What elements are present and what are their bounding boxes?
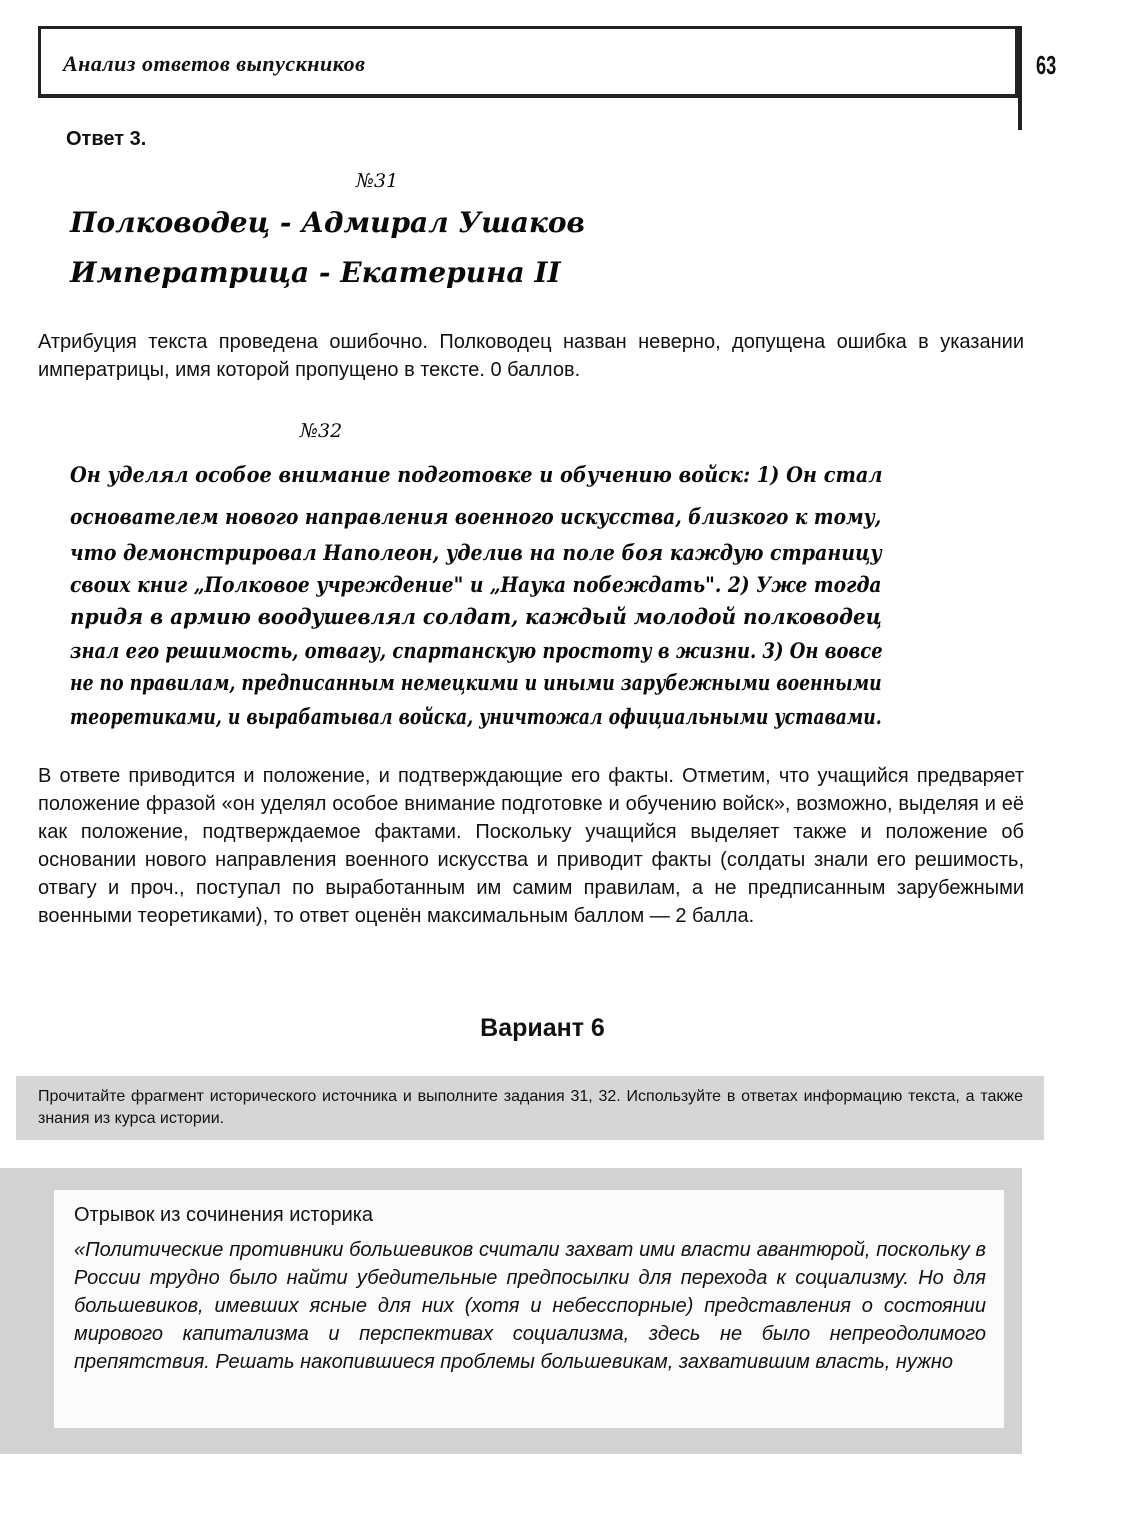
running-header (38, 26, 1018, 98)
task32-line-4: своих книг „Полковое учреждение" и „Наука побеждать". 2) Уже тогда (70, 572, 882, 597)
task32-line-8: теоретиками, и вырабатывал войска, уничтожал официальными уставами. (70, 704, 882, 729)
task32-line-5: придя в армию воодушевлял солдат, каждый молодой полководец (70, 604, 882, 629)
task31-line-2: Императрица - Екатерина II (70, 256, 561, 289)
task-instruction-band (16, 1076, 1044, 1140)
task-instruction: Прочитайте фрагмент исторического источника и выполните задания 31, 32. Используйте в ответах информацию текста, а также знания из курса истории. (38, 1088, 1023, 1127)
task32-line-3: что демонстрировал Наполеон, уделив на поле боя каждую страницу (70, 540, 882, 565)
task32-line-7: не по правилам, предписанным немецкими и иными зарубежными военными (70, 670, 882, 695)
task32-line-2: основателем нового направления военного искусства, близкого к тому, (70, 504, 882, 529)
answer-heading: Ответ 3. (66, 128, 147, 150)
header-title: Анализ ответов выпускников (63, 51, 366, 76)
source-title: Отрывок из сочинения историка (74, 1204, 374, 1226)
task31-number: №31 (356, 170, 399, 192)
comment-task31: Атрибуция текста проведена ошибочно. Полководец назван неверно, допущена ошибка в указании императрицы, имя которой пропущено в тексте. 0 баллов. (38, 331, 1024, 381)
task32-line-6: знал его решимость, отвагу, спартанскую простоту в жизни. 3) Он вовсе (70, 638, 883, 663)
source-text: «Политические противники большевиков считали захват ими власти авантюрой, поскольку в России трудно было найти убедительные предпосылки для перехода к социализму. Но для большевиков, имевших ясные для них (хотя и небесспорные) представления о состоянии мирового капитализма и перспективах социализма, здесь не было непреодолимого препятствия. Решать накопившиеся проблемы большевикам, захватившим власть, нужно (74, 1239, 986, 1373)
page-number: 63 (1036, 50, 1057, 80)
task32-line-1: Он уделял особое внимание подготовке и обучению войск: 1) Он стал (70, 462, 883, 487)
header-rule (1018, 26, 1022, 130)
task32-number: №32 (300, 420, 343, 442)
comment-task32: В ответе приводится и положение, и подтверждающие его факты. Отметим, что учащийся предваряет положение фразой «он уделял особое внимание подготовке и обучению войск», возможно, выделяя и её как положение, подтверждаемое фактами. Поскольку учащийся выделяет также и положение об основании нового направления военного искусства и приводит факты (солдаты знали его решимость, отвагу и проч., поступал по выработанным им самим правилам, а не предписанным зарубежными военными теоретиками), то ответ оценён максимальным баллом — 2 балла. (38, 765, 1024, 927)
source-box (54, 1190, 1004, 1428)
variant-title: Вариант 6 (480, 1014, 605, 1042)
task31-line-1: Полководец - Адмирал Ушаков (70, 206, 585, 239)
